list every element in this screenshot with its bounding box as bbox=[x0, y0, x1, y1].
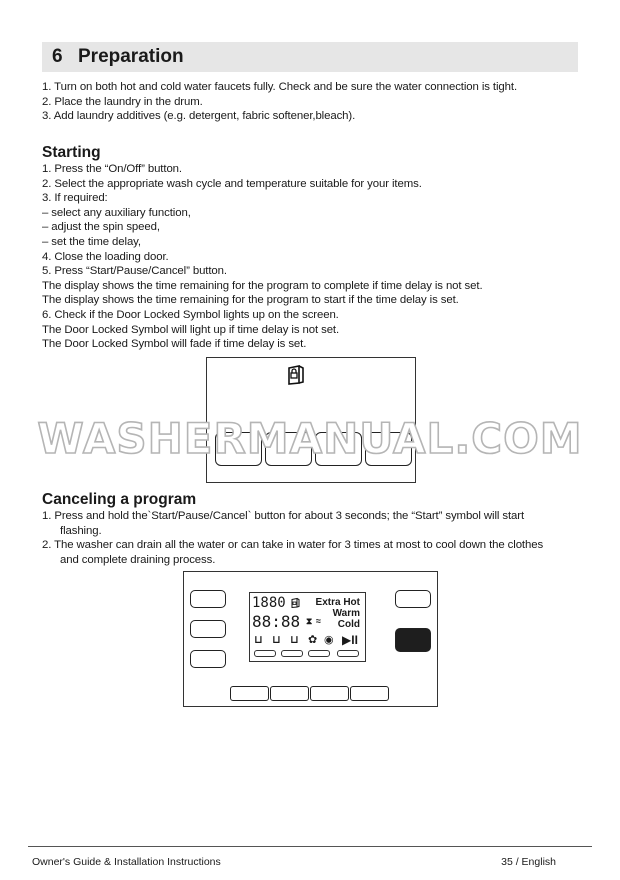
starting-line: 1. Press the “On/Off” button. bbox=[42, 163, 182, 175]
starting-line: 3. If required: bbox=[42, 192, 108, 205]
cancel-step-2-cont: and complete draining process. bbox=[60, 553, 216, 566]
temp-warm: Warm bbox=[332, 608, 360, 619]
panel-button-right bbox=[395, 590, 431, 608]
delicate-icon: ⊔ bbox=[290, 634, 299, 646]
indicator-pill bbox=[337, 650, 359, 657]
cancel-step-1-cont: flashing. bbox=[60, 524, 102, 537]
watermark: WASHERMANUAL.COM bbox=[37, 414, 583, 463]
bottom-button bbox=[350, 686, 389, 701]
starting-line: 6. Check if the Door Locked Symbol lights up on the screen. bbox=[42, 309, 339, 321]
indicator-pill bbox=[308, 650, 330, 657]
footer-guide-title: Owner's Guide & Installation Instructions bbox=[32, 856, 221, 868]
section-title: Preparation bbox=[78, 46, 184, 67]
indicator-pill bbox=[281, 650, 303, 657]
starting-line: – select any auxiliary function, bbox=[42, 206, 191, 219]
time-digits: 88:88 bbox=[252, 612, 301, 631]
starting-line: – adjust the spin speed, bbox=[42, 221, 160, 234]
drum-icon: ◉ bbox=[324, 634, 334, 646]
panel-button-left-3 bbox=[190, 650, 226, 668]
prep-step-1: 1. Turn on both hot and cold water faucets fully. Check and be sure the water connection is tight. bbox=[42, 81, 518, 93]
door-lock-icon bbox=[290, 597, 301, 609]
start-pause-button bbox=[395, 628, 431, 652]
starting-line: 2. Select the appropriate wash cycle and temperature suitable for your items. bbox=[42, 177, 422, 190]
temp-cold: Cold bbox=[337, 619, 360, 630]
section-header bbox=[42, 42, 578, 72]
footer-divider bbox=[28, 846, 592, 847]
starting-line: 4. Close the loading door. bbox=[42, 250, 169, 263]
hand-wash-icon: ⊔ bbox=[272, 634, 281, 646]
door-lock-icon bbox=[285, 364, 307, 386]
prep-step-3: 3. Add laundry additives (e.g. detergent, fabric softener,bleach). bbox=[42, 110, 356, 123]
starting-line: The display shows the time remaining for the program to complete if time delay is not set. bbox=[42, 279, 483, 292]
panel-button-left-1 bbox=[190, 590, 226, 608]
canceling-heading: Canceling a program bbox=[42, 491, 197, 508]
temp-extra-hot: Extra Hot bbox=[315, 597, 360, 608]
spin-digits: 1880 bbox=[252, 595, 286, 611]
starting-line: – set the time delay, bbox=[42, 236, 141, 248]
panel-button-left-2 bbox=[190, 620, 226, 638]
starting-line: 5. Press “Start/Pause/Cancel” button. bbox=[42, 265, 227, 278]
cancel-step-2: 2. The washer can drain all the water or can take in water for 3 times at most to cool down the clothes bbox=[42, 539, 544, 552]
lcd-display bbox=[249, 592, 366, 662]
section-number: 6 bbox=[52, 46, 63, 67]
starting-line: The display shows the time remaining for the program to start if the time delay is set. bbox=[42, 294, 459, 307]
hourglass-icon: ⧗ bbox=[306, 616, 313, 626]
bottom-button bbox=[310, 686, 349, 701]
footer-page-number: 35 / English bbox=[501, 856, 556, 868]
starting-line: The Door Locked Symbol will light up if time delay is not set. bbox=[42, 323, 340, 336]
prep-step-2: 2. Place the laundry in the drum. bbox=[42, 95, 203, 108]
wash-icon: ⊔ bbox=[254, 634, 263, 646]
rinse-icon: ≈ bbox=[316, 616, 321, 626]
bottom-button bbox=[270, 686, 309, 701]
cancel-step-1: 1. Press and hold the`Start/Pause/Cancel` button for about 3 seconds; the “Start” symbol will start bbox=[42, 510, 525, 522]
starting-heading: Starting bbox=[42, 144, 101, 161]
bottom-button-row bbox=[230, 686, 390, 701]
starting-line: The Door Locked Symbol will fade if time delay is set. bbox=[42, 338, 307, 351]
spin-fan-icon: ✿ bbox=[308, 634, 318, 646]
indicator-pill bbox=[254, 650, 276, 657]
bottom-button bbox=[230, 686, 269, 701]
play-pause-icon: ▶II bbox=[342, 633, 358, 647]
control-panel-figure bbox=[183, 571, 438, 707]
